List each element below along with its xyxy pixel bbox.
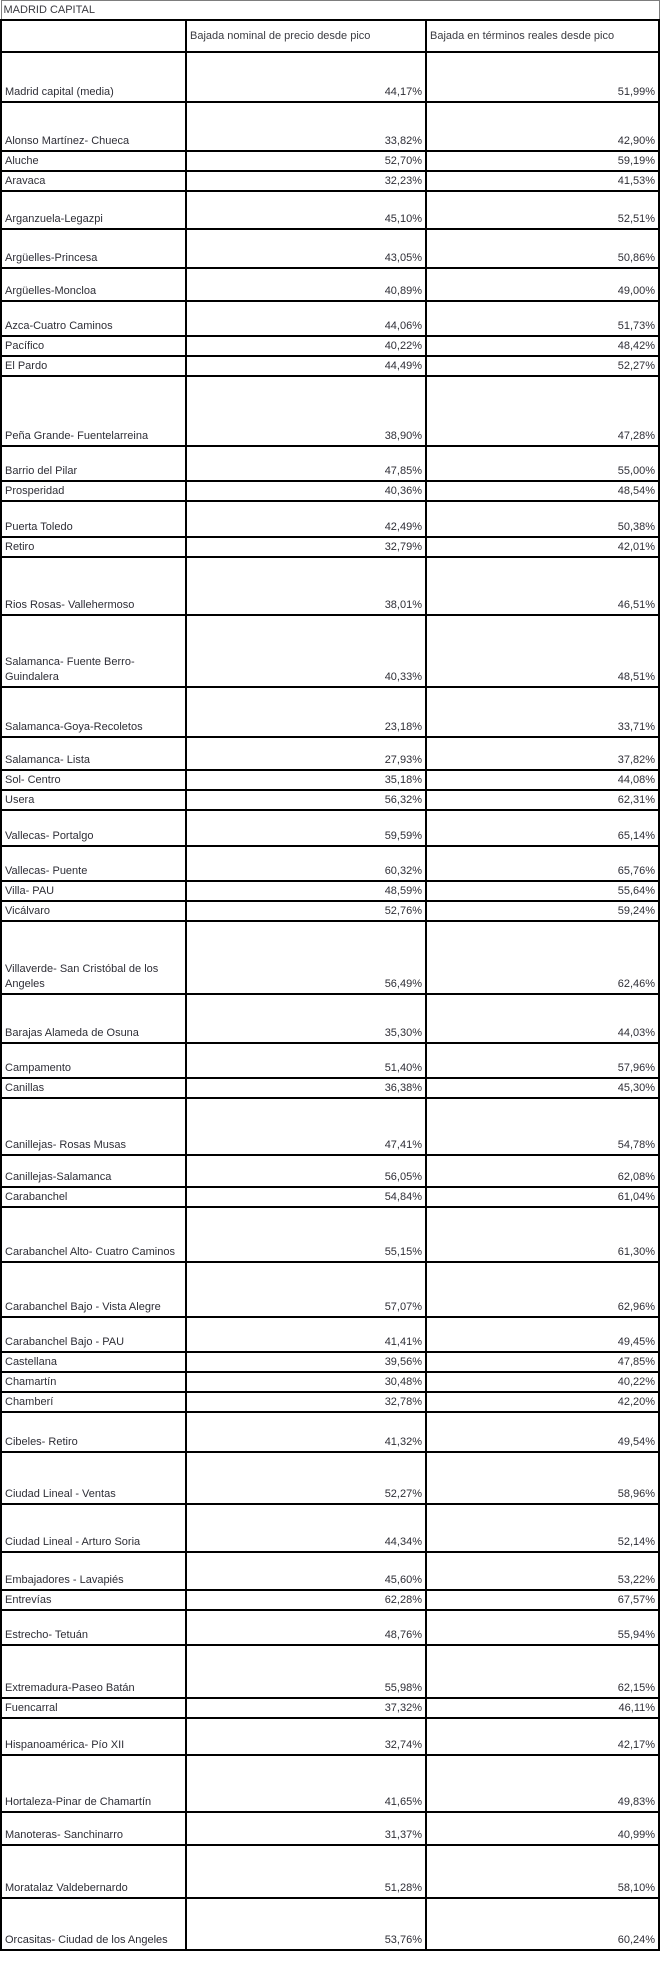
district-name-cell: Usera [1,790,186,810]
district-name-cell: Villa- PAU [1,881,186,901]
nominal-drop-cell: 62,28% [186,1590,426,1610]
district-name-cell: Castellana [1,1352,186,1372]
nominal-drop-cell: 51,40% [186,1043,426,1078]
district-name-cell: Peña Grande- Fuentelarreina [1,376,186,446]
district-name-cell: Canillejas- Rosas Musas [1,1098,186,1155]
real-drop-cell: 37,82% [426,737,659,770]
nominal-drop-cell: 47,85% [186,446,426,481]
real-drop-cell: 61,30% [426,1207,659,1262]
nominal-drop-cell: 51,28% [186,1845,426,1898]
district-name-cell: Aravaca [1,171,186,191]
table-row [1,994,659,1043]
nominal-drop-cell: 45,10% [186,191,426,229]
col-header-real: Bajada en términos reales desde pico [426,20,659,52]
table-row [1,1552,659,1590]
real-drop-cell: 49,83% [426,1755,659,1812]
nominal-drop-cell: 35,18% [186,770,426,790]
district-name-cell: Vallecas- Portalgo [1,810,186,846]
district-name-cell: Azca-Cuatro Caminos [1,301,186,336]
table-row [1,1755,659,1812]
district-name-cell: Pacífico [1,336,186,356]
real-drop-cell: 62,08% [426,1155,659,1187]
nominal-drop-cell: 40,89% [186,268,426,301]
table-row [1,901,659,921]
nominal-drop-cell: 41,32% [186,1412,426,1452]
real-drop-cell: 49,54% [426,1412,659,1452]
table-row [1,1698,659,1718]
table-row [1,737,659,770]
nominal-drop-cell: 27,93% [186,737,426,770]
table-row [1,356,659,376]
title-row [1,1,659,21]
real-drop-cell: 52,14% [426,1504,659,1552]
real-drop-cell: 45,30% [426,1078,659,1098]
district-name-cell: Villaverde- San Cristóbal de los Angeles [1,921,186,994]
table-row [1,881,659,901]
real-drop-cell: 53,22% [426,1552,659,1590]
district-name-cell: Cibeles- Retiro [1,1412,186,1452]
real-drop-cell: 51,73% [426,301,659,336]
district-name-cell: Vicálvaro [1,901,186,921]
district-name-cell: Embajadores - Lavapiés [1,1552,186,1590]
nominal-drop-cell: 47,41% [186,1098,426,1155]
district-name-cell: Carabanchel Bajo - Vista Alegre [1,1262,186,1317]
table-row [1,687,659,737]
table-row [1,1452,659,1504]
nominal-drop-cell: 54,84% [186,1187,426,1207]
table-row [1,376,659,446]
table-row [1,615,659,687]
nominal-drop-cell: 42,49% [186,501,426,537]
nominal-drop-cell: 38,90% [186,376,426,446]
table-row [1,268,659,301]
district-name-cell: Hispanoamérica- Pío XII [1,1718,186,1755]
table-row [1,790,659,810]
table-row [1,1262,659,1317]
nominal-drop-cell: 53,76% [186,1898,426,1950]
table-row [1,846,659,881]
table-row [1,1155,659,1187]
real-drop-cell: 55,94% [426,1610,659,1645]
real-drop-cell: 40,99% [426,1812,659,1845]
nominal-drop-cell: 48,76% [186,1610,426,1645]
district-name-cell: Salamanca-Goya-Recoletos [1,687,186,737]
table-row [1,1412,659,1452]
real-drop-cell: 48,51% [426,615,659,687]
district-name-cell: Ciudad Lineal - Ventas [1,1452,186,1504]
table-row [1,1317,659,1352]
table-row [1,1504,659,1552]
district-name-cell: Entrevías [1,1590,186,1610]
district-name-cell: Carabanchel Alto- Cuatro Caminos [1,1207,186,1262]
real-drop-cell: 44,03% [426,994,659,1043]
real-drop-cell: 59,24% [426,901,659,921]
district-name-cell: Extremadura-Paseo Batán [1,1645,186,1698]
nominal-drop-cell: 32,23% [186,171,426,191]
table-title: MADRID CAPITAL [1,1,659,21]
district-name-cell: Chamartín [1,1372,186,1392]
nominal-drop-cell: 40,36% [186,481,426,501]
district-name-cell: Puerta Toledo [1,501,186,537]
nominal-drop-cell: 55,98% [186,1645,426,1698]
real-drop-cell: 62,46% [426,921,659,994]
nominal-drop-cell: 41,41% [186,1317,426,1352]
real-drop-cell: 55,64% [426,881,659,901]
real-drop-cell: 46,51% [426,557,659,615]
district-name-cell: Canillejas-Salamanca [1,1155,186,1187]
nominal-drop-cell: 43,05% [186,229,426,268]
nominal-drop-cell: 40,22% [186,336,426,356]
real-drop-cell: 65,76% [426,846,659,881]
district-name-cell: Prosperidad [1,481,186,501]
real-drop-cell: 52,27% [426,356,659,376]
header-row [1,20,659,52]
nominal-drop-cell: 32,78% [186,1392,426,1412]
table-row [1,557,659,615]
district-name-cell: Canillas [1,1078,186,1098]
table-row [1,1392,659,1412]
district-name-cell: Estrecho- Tetuán [1,1610,186,1645]
table-row [1,1718,659,1755]
nominal-drop-cell: 44,34% [186,1504,426,1552]
real-drop-cell: 57,96% [426,1043,659,1078]
district-name-cell: Salamanca- Lista [1,737,186,770]
nominal-drop-cell: 52,70% [186,151,426,171]
real-drop-cell: 65,14% [426,810,659,846]
table-row [1,1187,659,1207]
table-row [1,1898,659,1950]
nominal-drop-cell: 32,74% [186,1718,426,1755]
table-row [1,1812,659,1845]
real-drop-cell: 62,31% [426,790,659,810]
real-drop-cell: 42,90% [426,102,659,151]
nominal-drop-cell: 44,17% [186,52,426,102]
real-drop-cell: 44,08% [426,770,659,790]
table-row [1,537,659,557]
real-drop-cell: 60,24% [426,1898,659,1950]
table-row [1,501,659,537]
real-drop-cell: 42,17% [426,1718,659,1755]
table-row [1,1078,659,1098]
district-name-cell: Alonso Martínez- Chueca [1,102,186,151]
table-row [1,171,659,191]
nominal-drop-cell: 38,01% [186,557,426,615]
nominal-drop-cell: 37,32% [186,1698,426,1718]
real-drop-cell: 58,96% [426,1452,659,1504]
district-name-cell: Barajas Alameda de Osuna [1,994,186,1043]
table-row [1,151,659,171]
table-row [1,1645,659,1698]
table-row [1,770,659,790]
real-drop-cell: 59,19% [426,151,659,171]
corner-cell [1,20,186,52]
table-row [1,1372,659,1392]
real-drop-cell: 52,51% [426,191,659,229]
nominal-drop-cell: 60,32% [186,846,426,881]
real-drop-cell: 54,78% [426,1098,659,1155]
district-name-cell: Argüelles-Princesa [1,229,186,268]
table-row [1,446,659,481]
district-name-cell: Orcasitas- Ciudad de los Angeles [1,1898,186,1950]
table-row [1,1610,659,1645]
real-drop-cell: 51,99% [426,52,659,102]
real-drop-cell: 50,38% [426,501,659,537]
nominal-drop-cell: 59,59% [186,810,426,846]
nominal-drop-cell: 44,49% [186,356,426,376]
table-row [1,336,659,356]
nominal-drop-cell: 23,18% [186,687,426,737]
table-row [1,810,659,846]
nominal-drop-cell: 48,59% [186,881,426,901]
district-name-cell: Salamanca- Fuente Berro- Guindalera [1,615,186,687]
district-name-cell: Fuencarral [1,1698,186,1718]
nominal-drop-cell: 41,65% [186,1755,426,1812]
real-drop-cell: 47,85% [426,1352,659,1372]
nominal-drop-cell: 56,49% [186,921,426,994]
table-body [1,52,659,1950]
table-row [1,1845,659,1898]
table-row [1,52,659,102]
nominal-drop-cell: 36,38% [186,1078,426,1098]
nominal-drop-cell: 32,79% [186,537,426,557]
real-drop-cell: 47,28% [426,376,659,446]
real-drop-cell: 62,96% [426,1262,659,1317]
real-drop-cell: 41,53% [426,171,659,191]
nominal-drop-cell: 52,76% [186,901,426,921]
nominal-drop-cell: 45,60% [186,1552,426,1590]
district-name-cell: Carabanchel Bajo - PAU [1,1317,186,1352]
district-name-cell: Moratalaz Valdebernardo [1,1845,186,1898]
real-drop-cell: 67,57% [426,1590,659,1610]
district-name-cell: Retiro [1,537,186,557]
district-name-cell: Madrid capital (media) [1,52,186,102]
real-drop-cell: 42,20% [426,1392,659,1412]
real-drop-cell: 48,42% [426,336,659,356]
nominal-drop-cell: 56,32% [186,790,426,810]
district-name-cell: Vallecas- Puente [1,846,186,881]
district-name-cell: Manoteras- Sanchinarro [1,1812,186,1845]
district-name-cell: El Pardo [1,356,186,376]
real-drop-cell: 55,00% [426,446,659,481]
district-name-cell: Aluche [1,151,186,171]
nominal-drop-cell: 33,82% [186,102,426,151]
district-name-cell: Barrio del Pilar [1,446,186,481]
real-drop-cell: 61,04% [426,1187,659,1207]
table-row [1,921,659,994]
real-drop-cell: 46,11% [426,1698,659,1718]
nominal-drop-cell: 31,37% [186,1812,426,1845]
table-row [1,1098,659,1155]
district-name-cell: Argüelles-Moncloa [1,268,186,301]
district-name-cell: Hortaleza-Pinar de Chamartín [1,1755,186,1812]
nominal-drop-cell: 44,06% [186,301,426,336]
nominal-drop-cell: 55,15% [186,1207,426,1262]
nominal-drop-cell: 52,27% [186,1452,426,1504]
table-row [1,229,659,268]
nominal-drop-cell: 40,33% [186,615,426,687]
nominal-drop-cell: 35,30% [186,994,426,1043]
district-name-cell: Ciudad Lineal - Arturo Soria [1,1504,186,1552]
nominal-drop-cell: 56,05% [186,1155,426,1187]
table-row [1,481,659,501]
real-drop-cell: 49,45% [426,1317,659,1352]
col-header-nominal: Bajada nominal de precio desde pico [186,20,426,52]
real-drop-cell: 33,71% [426,687,659,737]
district-name-cell: Campamento [1,1043,186,1078]
table-row [1,1352,659,1372]
nominal-drop-cell: 30,48% [186,1372,426,1392]
real-drop-cell: 48,54% [426,481,659,501]
real-drop-cell: 49,00% [426,268,659,301]
table-row [1,301,659,336]
table-row [1,102,659,151]
table-row [1,1043,659,1078]
real-drop-cell: 40,22% [426,1372,659,1392]
real-drop-cell: 62,15% [426,1645,659,1698]
district-name-cell: Carabanchel [1,1187,186,1207]
table-row [1,1207,659,1262]
real-drop-cell: 58,10% [426,1845,659,1898]
district-name-cell: Chamberí [1,1392,186,1412]
real-drop-cell: 50,86% [426,229,659,268]
table-row [1,191,659,229]
district-name-cell: Rios Rosas- Vallehermoso [1,557,186,615]
nominal-drop-cell: 57,07% [186,1262,426,1317]
table-row [1,1590,659,1610]
nominal-drop-cell: 39,56% [186,1352,426,1372]
district-name-cell: Sol- Centro [1,770,186,790]
district-name-cell: Arganzuela-Legazpi [1,191,186,229]
real-drop-cell: 42,01% [426,537,659,557]
